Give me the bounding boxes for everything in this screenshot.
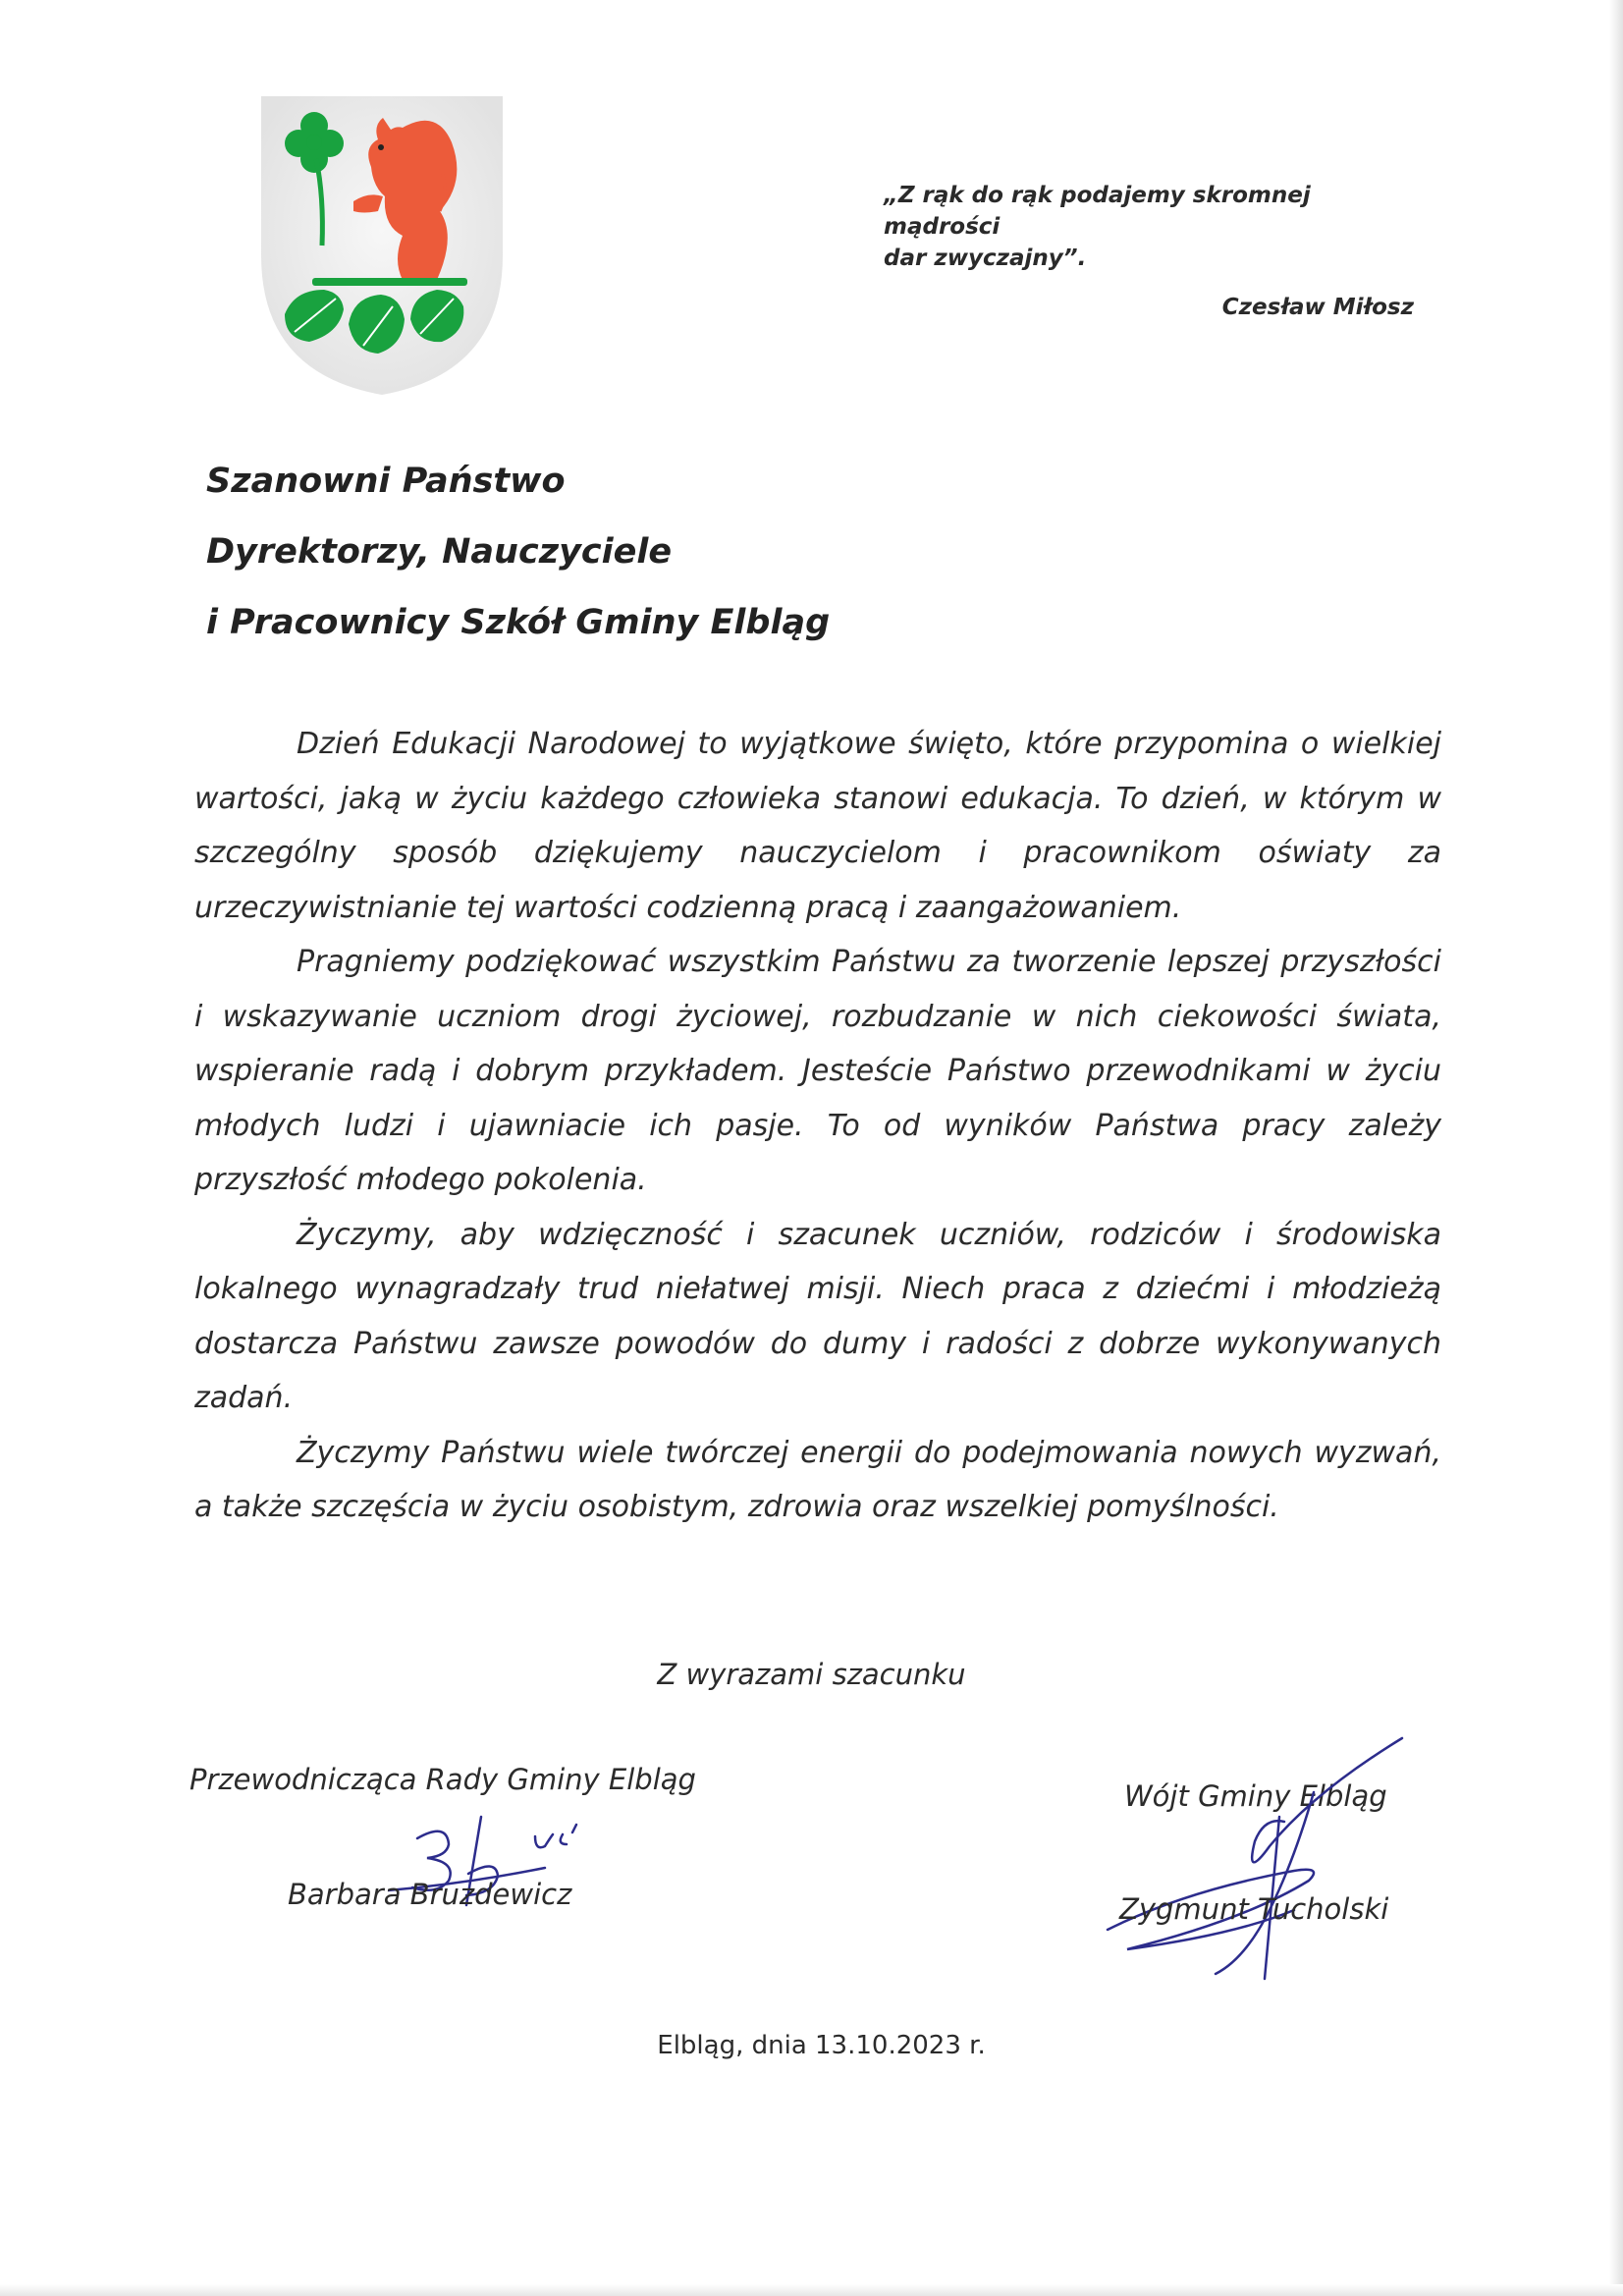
- coat-of-arms-icon: [255, 88, 509, 401]
- body-paragraph-2: Pragniemy podziękować wszystkim Państwu za tworzenie lepszej przyszłości i wskazywanie uczniom drogi życiowej, rozbudzanie w nich ciekowości świata, wspieranie radą i dobrym przykładem. Jesteście Państwo przewodnikami w życiu młodych ludzi i ujawniacie ich pasje. To od wyników Państwa pracy zależy przyszłość młodego pokolenia.: [194, 945, 1441, 1197]
- motto-quote: [884, 180, 1414, 323]
- body-paragraph-3: Życzymy, aby wdzięczność i szacunek uczniów, rodziców i środowiska lokalnego wynagradzały trud niełatwej misji. Niech praca z dziećmi i młodzieżą dostarcza Państwu zawsze powodów do dumy i radości z dobrze wykonywanych zadań.: [194, 1217, 1441, 1415]
- motto-author: Czesław Miłosz: [1221, 295, 1414, 320]
- left-signatory-name: Barbara Bruzdewicz: [288, 1878, 572, 1911]
- signature-mark-icon: [1098, 1723, 1412, 1994]
- body-paragraph-4: Życzymy Państwu wiele twórczej energii do podejmowania nowych wyzwań, a także szczęścia w życiu osobistym, zdrowia oraz wszelkiej pomyślności.: [194, 1435, 1441, 1524]
- body-paragraph-1: Dzień Edukacji Narodowej to wyjątkowe święto, które przypomina o wielkiej wartości, jaką w życiu każdego człowieka stanowi edukacja. To dzień, w którym w szczególny sposób dziękujemy nauczycielom i pracownikom oświaty za urzeczywistnianie tej wartości codzienną pracą i zaangażowaniem.: [194, 727, 1441, 925]
- scan-edge-bottom: [0, 2284, 1623, 2296]
- left-signatory-title: Przewodnicząca Rady Gminy Elbląg: [189, 1763, 696, 1796]
- scan-edge-right: [1609, 0, 1623, 2296]
- closing-phrase: Z wyrazami szacunku: [657, 1658, 966, 1691]
- letter-date: Elbląg, dnia 13.10.2023 r.: [657, 2031, 986, 2060]
- salutation: [206, 454, 830, 666]
- salutation-line-1: Szanowni Państwo: [206, 462, 566, 501]
- salutation-line-2: Dyrektorzy, Nauczyciele: [206, 532, 673, 572]
- motto-line-1: „Z rąk do rąk podajemy skromnej mądrości: [884, 183, 1311, 240]
- motto-line-2: dar zwyczajny”.: [884, 246, 1087, 271]
- right-signatory-name: Zygmunt Tucholski: [1119, 1892, 1389, 1926]
- letter-body: [194, 717, 1441, 1535]
- salutation-line-3: i Pracownicy Szkół Gminy Elbląg: [206, 603, 831, 642]
- right-signatory-title: Wójt Gminy Elbląg: [1124, 1779, 1387, 1813]
